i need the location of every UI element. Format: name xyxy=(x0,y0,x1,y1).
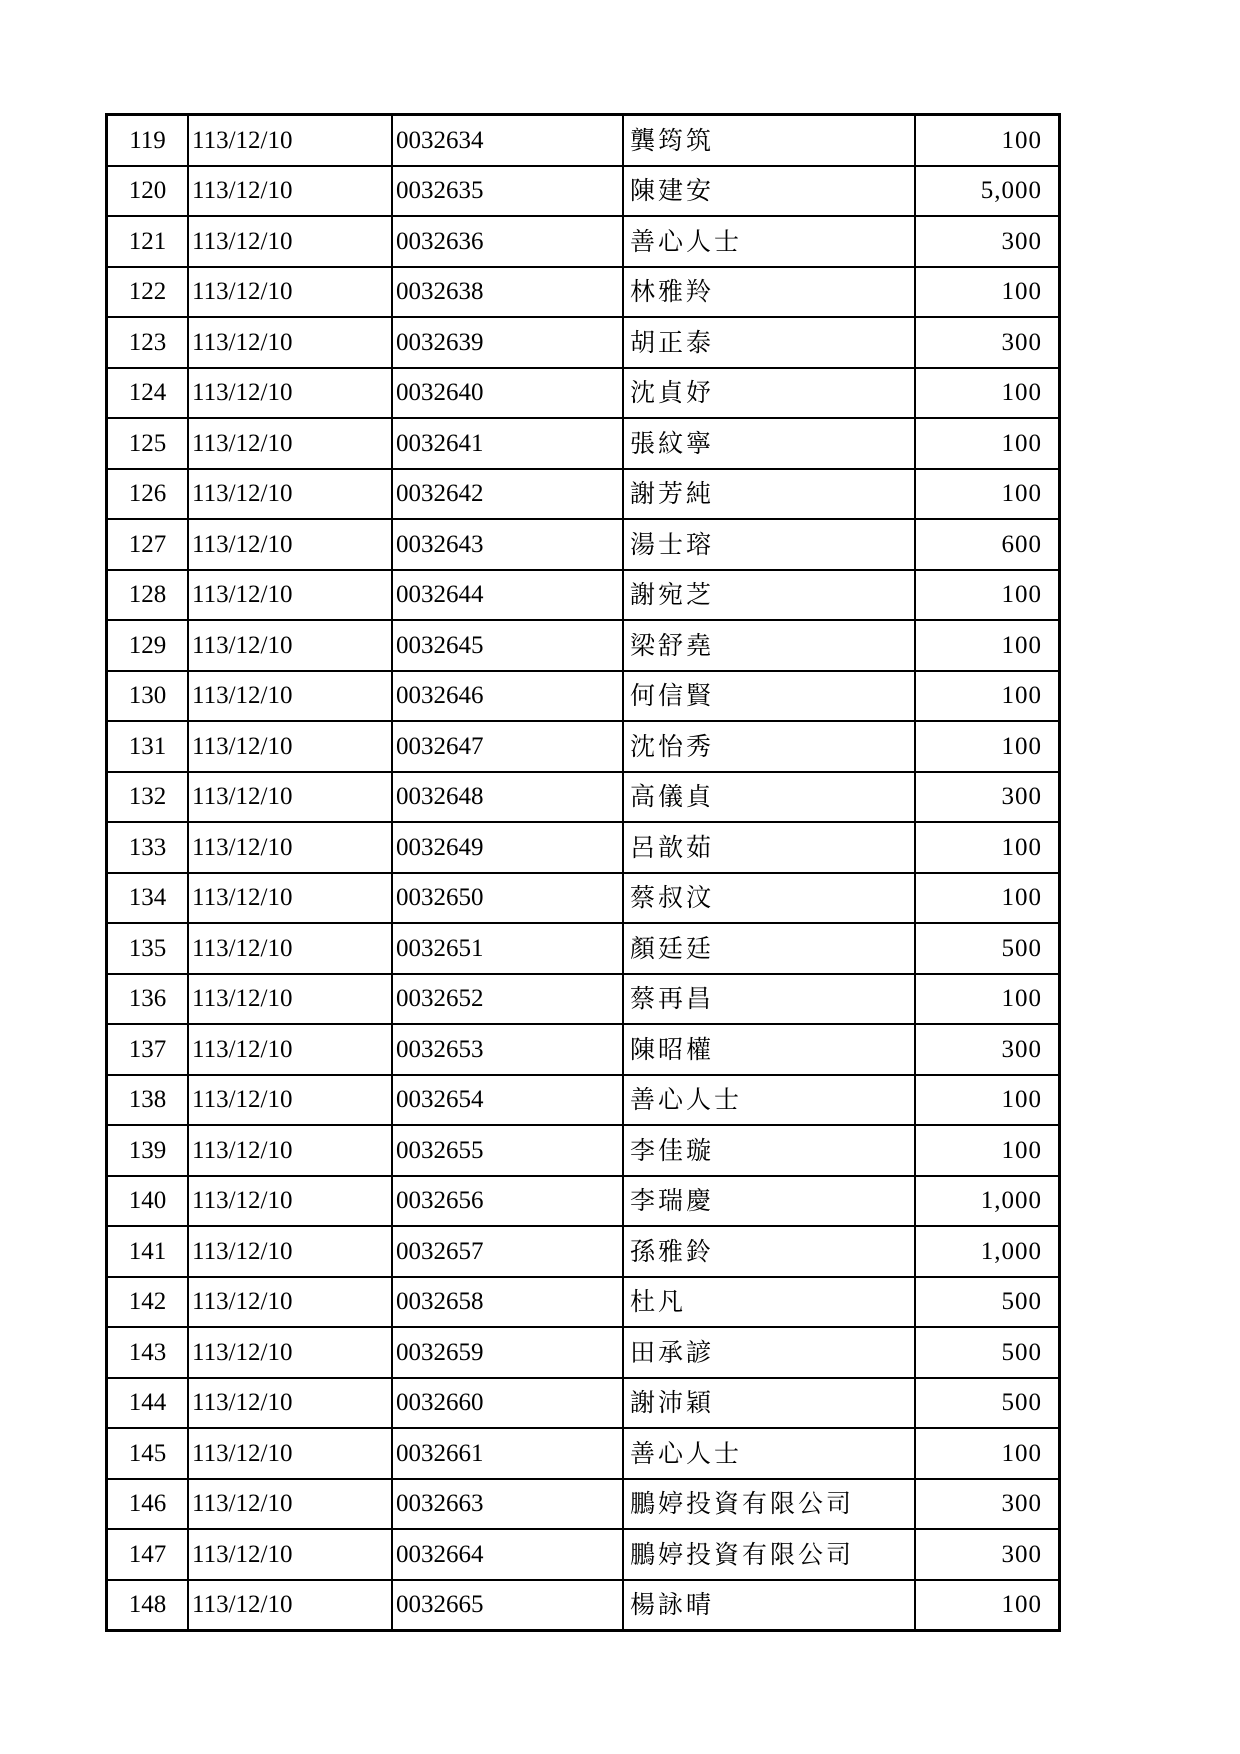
row-number-cell: 128 xyxy=(107,570,189,621)
date-cell: 113/12/10 xyxy=(188,570,392,621)
amount-cell: 100 xyxy=(915,469,1060,520)
donor-name-cell: 陳建安 xyxy=(623,166,915,217)
table-row xyxy=(107,1580,1060,1631)
row-number-cell: 130 xyxy=(107,671,189,722)
donor-name-cell: 沈怡秀 xyxy=(623,721,915,772)
table-row xyxy=(107,1125,1060,1176)
receipt-number-cell: 0032652 xyxy=(392,974,623,1025)
row-number-cell: 138 xyxy=(107,1075,189,1126)
receipt-number-cell: 0032644 xyxy=(392,570,623,621)
table-row xyxy=(107,721,1060,772)
amount-cell: 100 xyxy=(915,1075,1060,1126)
row-number-cell: 122 xyxy=(107,267,189,318)
receipt-number-cell: 0032645 xyxy=(392,620,623,671)
row-number-cell: 135 xyxy=(107,923,189,974)
amount-cell: 100 xyxy=(915,1125,1060,1176)
table-row xyxy=(107,216,1060,267)
receipt-number-cell: 0032640 xyxy=(392,368,623,419)
donor-name-cell: 何信賢 xyxy=(623,671,915,722)
receipt-number-cell: 0032641 xyxy=(392,418,623,469)
row-number-cell: 146 xyxy=(107,1479,189,1530)
row-number-cell: 141 xyxy=(107,1226,189,1277)
table-row xyxy=(107,974,1060,1025)
row-number-cell: 132 xyxy=(107,772,189,823)
table-row xyxy=(107,822,1060,873)
table-row xyxy=(107,1327,1060,1378)
amount-cell: 500 xyxy=(915,1378,1060,1429)
date-cell: 113/12/10 xyxy=(188,923,392,974)
row-number-cell: 134 xyxy=(107,873,189,924)
row-number-cell: 133 xyxy=(107,822,189,873)
table-row xyxy=(107,923,1060,974)
date-cell: 113/12/10 xyxy=(188,1125,392,1176)
amount-cell: 500 xyxy=(915,923,1060,974)
table-row xyxy=(107,873,1060,924)
receipt-number-cell: 0032642 xyxy=(392,469,623,520)
donor-name-cell: 林雅羚 xyxy=(623,267,915,318)
receipt-number-cell: 0032647 xyxy=(392,721,623,772)
donor-name-cell: 蔡再昌 xyxy=(623,974,915,1025)
row-number-cell: 136 xyxy=(107,974,189,1025)
donor-name-cell: 高儀貞 xyxy=(623,772,915,823)
date-cell: 113/12/10 xyxy=(188,974,392,1025)
date-cell: 113/12/10 xyxy=(188,216,392,267)
donor-name-cell: 善心人士 xyxy=(623,1428,915,1479)
donor-name-cell: 善心人士 xyxy=(623,216,915,267)
donor-name-cell: 陳昭權 xyxy=(623,1024,915,1075)
row-number-cell: 127 xyxy=(107,519,189,570)
donor-name-cell: 謝沛穎 xyxy=(623,1378,915,1429)
receipt-number-cell: 0032658 xyxy=(392,1277,623,1328)
row-number-cell: 126 xyxy=(107,469,189,520)
table-row xyxy=(107,1378,1060,1429)
date-cell: 113/12/10 xyxy=(188,368,392,419)
donor-name-cell: 梁舒堯 xyxy=(623,620,915,671)
receipt-number-cell: 0032656 xyxy=(392,1176,623,1227)
row-number-cell: 148 xyxy=(107,1580,189,1631)
row-number-cell: 124 xyxy=(107,368,189,419)
amount-cell: 300 xyxy=(915,1024,1060,1075)
amount-cell: 100 xyxy=(915,822,1060,873)
date-cell: 113/12/10 xyxy=(188,1176,392,1227)
receipt-number-cell: 0032661 xyxy=(392,1428,623,1479)
date-cell: 113/12/10 xyxy=(188,1580,392,1631)
donor-name-cell: 謝宛芝 xyxy=(623,570,915,621)
table-row xyxy=(107,1277,1060,1328)
amount-cell: 500 xyxy=(915,1327,1060,1378)
amount-cell: 100 xyxy=(915,671,1060,722)
receipt-number-cell: 0032648 xyxy=(392,772,623,823)
row-number-cell: 147 xyxy=(107,1529,189,1580)
amount-cell: 100 xyxy=(915,873,1060,924)
receipt-number-cell: 0032651 xyxy=(392,923,623,974)
table-row xyxy=(107,1075,1060,1126)
amount-cell: 100 xyxy=(915,1428,1060,1479)
date-cell: 113/12/10 xyxy=(188,418,392,469)
donor-name-cell: 鵬婷投資有限公司 xyxy=(623,1479,915,1530)
amount-cell: 1,000 xyxy=(915,1176,1060,1227)
donor-name-cell: 孫雅鈴 xyxy=(623,1226,915,1277)
amount-cell: 1,000 xyxy=(915,1226,1060,1277)
date-cell: 113/12/10 xyxy=(188,115,392,166)
date-cell: 113/12/10 xyxy=(188,1327,392,1378)
amount-cell: 100 xyxy=(915,1580,1060,1631)
donor-name-cell: 胡正泰 xyxy=(623,317,915,368)
receipt-number-cell: 0032663 xyxy=(392,1479,623,1530)
row-number-cell: 119 xyxy=(107,115,189,166)
receipt-number-cell: 0032650 xyxy=(392,873,623,924)
donor-name-cell: 楊詠晴 xyxy=(623,1580,915,1631)
table-row xyxy=(107,1024,1060,1075)
amount-cell: 300 xyxy=(915,772,1060,823)
row-number-cell: 139 xyxy=(107,1125,189,1176)
donor-name-cell: 李瑞慶 xyxy=(623,1176,915,1227)
table-row xyxy=(107,1479,1060,1530)
date-cell: 113/12/10 xyxy=(188,1529,392,1580)
amount-cell: 300 xyxy=(915,317,1060,368)
donor-name-cell: 呂歆茹 xyxy=(623,822,915,873)
table-row xyxy=(107,1529,1060,1580)
amount-cell: 300 xyxy=(915,1529,1060,1580)
table-row xyxy=(107,267,1060,318)
table-row xyxy=(107,317,1060,368)
row-number-cell: 145 xyxy=(107,1428,189,1479)
date-cell: 113/12/10 xyxy=(188,1479,392,1530)
date-cell: 113/12/10 xyxy=(188,469,392,520)
amount-cell: 100 xyxy=(915,721,1060,772)
receipt-number-cell: 0032634 xyxy=(392,115,623,166)
row-number-cell: 131 xyxy=(107,721,189,772)
donor-name-cell: 鵬婷投資有限公司 xyxy=(623,1529,915,1580)
table-row xyxy=(107,671,1060,722)
date-cell: 113/12/10 xyxy=(188,620,392,671)
donor-name-cell: 田承諺 xyxy=(623,1327,915,1378)
table-row xyxy=(107,469,1060,520)
receipt-number-cell: 0032665 xyxy=(392,1580,623,1631)
table-row xyxy=(107,519,1060,570)
table-row xyxy=(107,570,1060,621)
row-number-cell: 142 xyxy=(107,1277,189,1328)
donor-name-cell: 沈貞妤 xyxy=(623,368,915,419)
receipt-number-cell: 0032657 xyxy=(392,1226,623,1277)
receipt-number-cell: 0032664 xyxy=(392,1529,623,1580)
date-cell: 113/12/10 xyxy=(188,721,392,772)
amount-cell: 500 xyxy=(915,1277,1060,1328)
date-cell: 113/12/10 xyxy=(188,1378,392,1429)
receipt-number-cell: 0032655 xyxy=(392,1125,623,1176)
date-cell: 113/12/10 xyxy=(188,267,392,318)
table-row xyxy=(107,166,1060,217)
date-cell: 113/12/10 xyxy=(188,1428,392,1479)
table-row xyxy=(107,1226,1060,1277)
table-body xyxy=(107,115,1060,1631)
donor-name-cell: 顏廷廷 xyxy=(623,923,915,974)
amount-cell: 100 xyxy=(915,368,1060,419)
amount-cell: 100 xyxy=(915,115,1060,166)
row-number-cell: 121 xyxy=(107,216,189,267)
donor-name-cell: 李佳璇 xyxy=(623,1125,915,1176)
amount-cell: 100 xyxy=(915,620,1060,671)
date-cell: 113/12/10 xyxy=(188,1024,392,1075)
amount-cell: 5,000 xyxy=(915,166,1060,217)
receipt-number-cell: 0032643 xyxy=(392,519,623,570)
table-row xyxy=(107,1428,1060,1479)
amount-cell: 100 xyxy=(915,570,1060,621)
date-cell: 113/12/10 xyxy=(188,772,392,823)
row-number-cell: 120 xyxy=(107,166,189,217)
date-cell: 113/12/10 xyxy=(188,873,392,924)
receipt-number-cell: 0032639 xyxy=(392,317,623,368)
date-cell: 113/12/10 xyxy=(188,671,392,722)
row-number-cell: 137 xyxy=(107,1024,189,1075)
donor-name-cell: 杜凡 xyxy=(623,1277,915,1328)
row-number-cell: 125 xyxy=(107,418,189,469)
receipt-number-cell: 0032654 xyxy=(392,1075,623,1126)
donor-name-cell: 湯士瑢 xyxy=(623,519,915,570)
receipt-number-cell: 0032638 xyxy=(392,267,623,318)
receipt-number-cell: 0032660 xyxy=(392,1378,623,1429)
donor-name-cell: 善心人士 xyxy=(623,1075,915,1126)
date-cell: 113/12/10 xyxy=(188,1277,392,1328)
date-cell: 113/12/10 xyxy=(188,166,392,217)
date-cell: 113/12/10 xyxy=(188,519,392,570)
date-cell: 113/12/10 xyxy=(188,822,392,873)
row-number-cell: 144 xyxy=(107,1378,189,1429)
date-cell: 113/12/10 xyxy=(188,1075,392,1126)
amount-cell: 300 xyxy=(915,216,1060,267)
amount-cell: 300 xyxy=(915,1479,1060,1530)
amount-cell: 100 xyxy=(915,418,1060,469)
row-number-cell: 143 xyxy=(107,1327,189,1378)
row-number-cell: 129 xyxy=(107,620,189,671)
receipt-number-cell: 0032646 xyxy=(392,671,623,722)
donor-name-cell: 龔筠筑 xyxy=(623,115,915,166)
receipt-number-cell: 0032636 xyxy=(392,216,623,267)
amount-cell: 100 xyxy=(915,974,1060,1025)
table-row xyxy=(107,115,1060,166)
table-row xyxy=(107,1176,1060,1227)
table-row xyxy=(107,368,1060,419)
row-number-cell: 140 xyxy=(107,1176,189,1227)
amount-cell: 600 xyxy=(915,519,1060,570)
donor-name-cell: 蔡叔汶 xyxy=(623,873,915,924)
donation-table xyxy=(105,113,1061,1632)
table-row xyxy=(107,620,1060,671)
donor-name-cell: 張紋寧 xyxy=(623,418,915,469)
receipt-number-cell: 0032653 xyxy=(392,1024,623,1075)
table-row xyxy=(107,772,1060,823)
row-number-cell: 123 xyxy=(107,317,189,368)
date-cell: 113/12/10 xyxy=(188,317,392,368)
receipt-number-cell: 0032635 xyxy=(392,166,623,217)
date-cell: 113/12/10 xyxy=(188,1226,392,1277)
receipt-number-cell: 0032649 xyxy=(392,822,623,873)
donor-name-cell: 謝芳純 xyxy=(623,469,915,520)
table-row xyxy=(107,418,1060,469)
receipt-number-cell: 0032659 xyxy=(392,1327,623,1378)
amount-cell: 100 xyxy=(915,267,1060,318)
